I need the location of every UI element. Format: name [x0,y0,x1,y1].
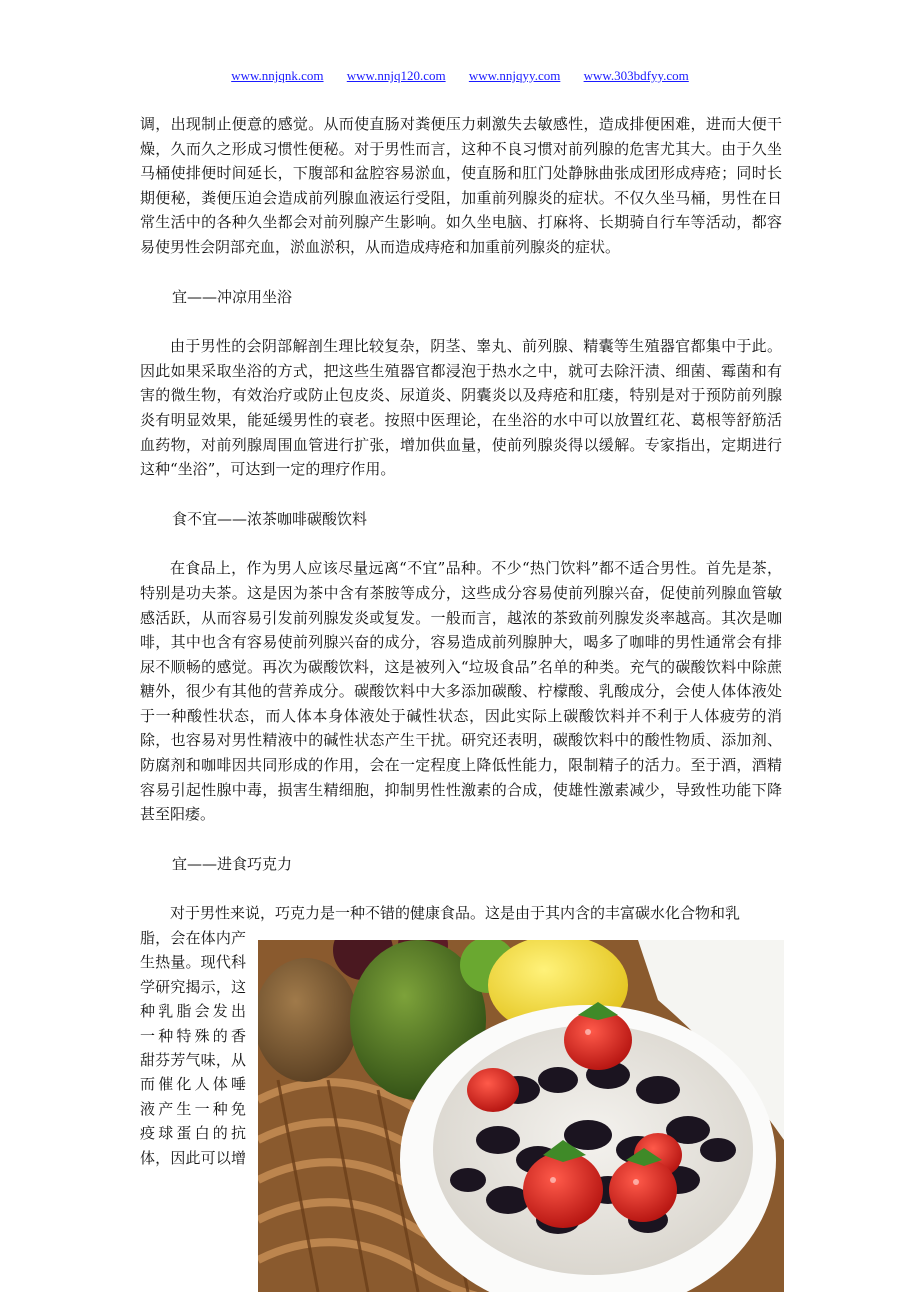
paragraph-3: 在食品上，作为男人应该尽量远离“不宜”品种。不少“热门饮料”都不适合男性。首先是茶，特别是功夫茶。这是因为茶中含有茶胺等成分，这些成分容易使前列腺兴奋，促使前列腺血管敏感活跃，从而容易引发前列腺发炎或复发。一般而言，越浓的茶致前列腺发炎率越高。其次是咖啡，其中也含有容易使前列腺兴奋的成分，容易造成前列腺肿大，喝多了咖啡的男性通常会有排尿不顺畅的感觉。再次为碳酸饮料，这是被列入“垃圾食品”名单的种类。充气的碳酸饮料中除蔗糖外，很少有其他的营养成分。碳酸饮料中大多添加碳酸、柠檬酸、乳酸成分，会使人体体液处于一种酸性状态，而人体本身体液处于碱性状态，因此实际上碳酸饮料并不利于人体疲劳的消除，也容易对男性精液中的碱性状态产生干扰。研究还表明，碳酸饮料中的酸性物质、添加剂、防腐剂和咖啡因共同形成的作用，会在一定程度上降低性能力，限制精子的活力。至于酒，酒精容易引起性腺中毒，损害生精细胞，抑制男性性激素的合成，使雄性激素减少，导致性功能下降甚至阳痿。 [140,559,782,824]
side-line: 种乳脂会发出 [140,1002,246,1021]
side-line: 而催化人体唾 [140,1075,246,1094]
header-link-3[interactable]: www.nnjqyy.com [468,68,561,83]
section-heading-avoid-drinks: 食不宜——浓茶咖啡碳酸饮料 [172,509,368,528]
header-link-4[interactable]: www.303bdfyy.com [583,68,689,83]
paragraph-4-first-line: 对于男性来说，巧克力是一种不错的健康食品。这是由于其内含的丰富碳水化合物和乳 [170,904,741,923]
section-heading-chocolate: 宜——进食巧克力 [172,854,293,873]
figure-area [140,926,782,1306]
paragraph-2: 由于男性的会阴部解剖生理比较复杂，阴茎、睾丸、前列腺、精囊等生殖器官都集中于此。因此如果采取坐浴的方式，把这些生殖器官都浸泡于热水之中，就可去除汗渍、细菌、霉菌和有害的微生物，有效治疗或防止包皮炎、尿道炎、阴囊炎以及痔疮和肛瘘，特别是对于预防前列腺炎有明显效果，能延缓男性的衰老。按照中医理论，在坐浴的水中可以放置红花、葛根等舒筋活血药物，对前列腺周围血管进行扩张，增加供血量，使前列腺炎得以缓解。专家指出，定期进行这种“坐浴”，可达到一定的理疗作用。 [140,337,782,479]
side-line: 一种特殊的香 [140,1026,246,1045]
wrapped-side-text [140,926,246,1170]
side-line: 脂，会在体内产 [140,929,246,948]
header-link-2[interactable]: www.nnjq120.com [346,68,446,83]
side-line: 疫球蛋白的抗 [140,1124,246,1143]
side-line: 生热量。现代科 [140,953,246,972]
side-line: 体，因此可以增 [140,1148,246,1167]
side-line: 液产生一种免 [140,1099,246,1118]
side-line: 学研究揭示，这 [140,977,246,996]
fruit-bowl-photo [258,940,784,1292]
paragraph-1: 调，出现制止便意的感觉。从而使直肠对粪便压力刺激失去敏感性，造成排便困难，进而大便干燥，久而久之形成习惯性便秘。对于男性而言，这种不良习惯对前列腺的危害尤其大。由于久坐马桶使排便时间延长，下腹部和盆腔容易淤血，使直肠和肛门处静脉曲张成团形成痔疮；同时长期便秘，粪便压迫会造成前列腺血液运行受阻，加重前列腺炎的症状。不仅久坐马桶，男性在日常生活中的各种久坐都会对前列腺产生影响。如久坐电脑、打麻将、长期骑自行车等活动，都容易使男性会阴部充血，淤血淤积，从而造成痔疮和加重前列腺炎的症状。 [140,115,782,256]
header-link-1[interactable]: www.nnjqnk.com [231,68,324,83]
header-links [0,68,920,84]
article-body [140,112,782,1306]
side-line: 甜芬芳气味，从 [140,1051,246,1070]
fruit-bowl-illustration [258,940,784,1292]
section-heading-sitz-bath: 宜——冲凉用坐浴 [172,287,293,306]
